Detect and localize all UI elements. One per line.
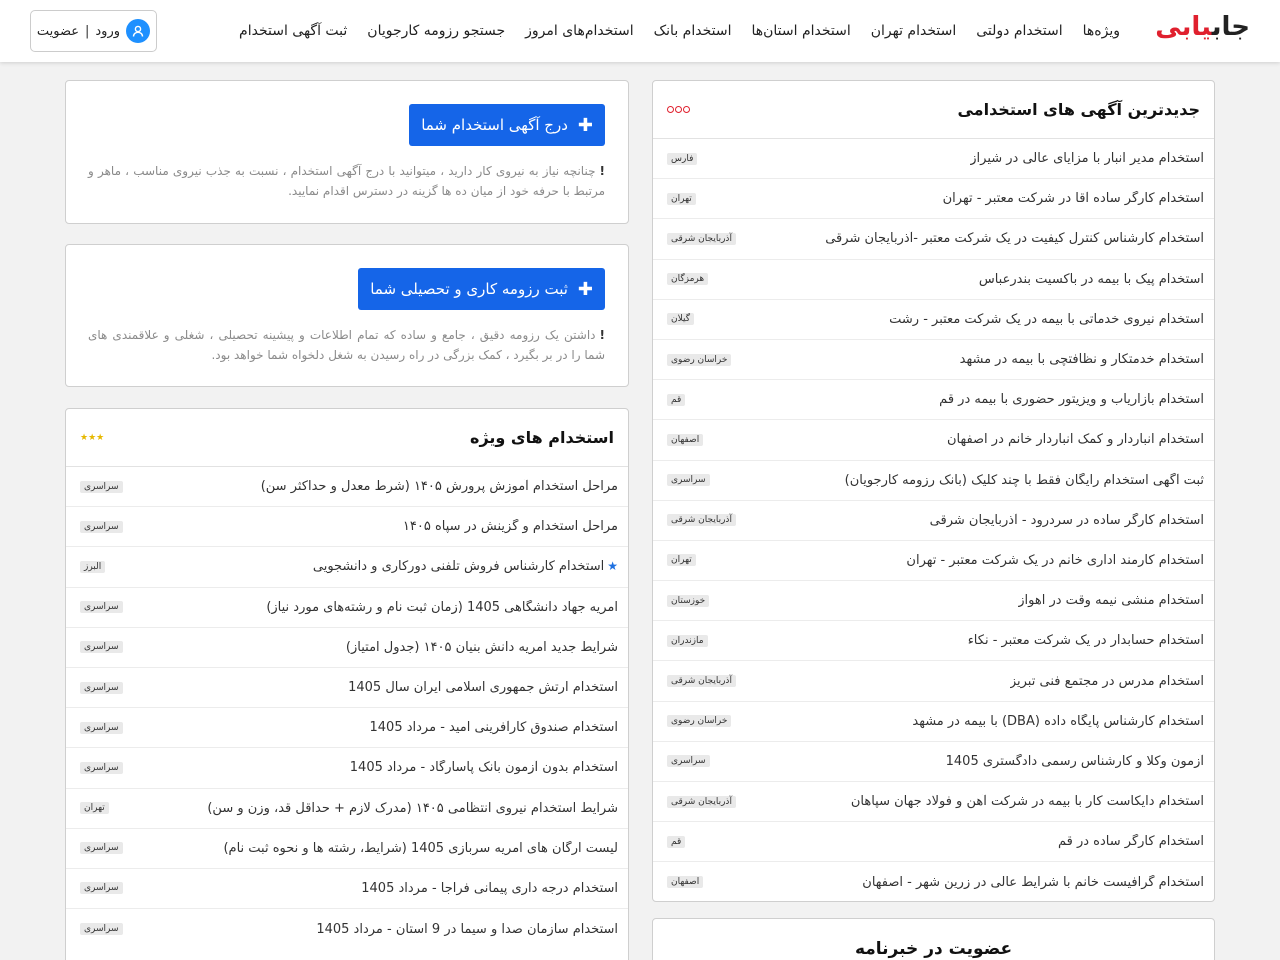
- job-row[interactable]: [653, 581, 1214, 621]
- nav-post-job-ad[interactable]: ثبت آگهی استخدام: [239, 23, 348, 39]
- job-title-link[interactable]: [261, 479, 618, 494]
- province-tag[interactable]: سراسری: [80, 842, 123, 854]
- job-title-link[interactable]: [1010, 674, 1204, 689]
- province-tag[interactable]: آذربایجان شرقی: [667, 233, 736, 245]
- featured-jobs-header: [66, 409, 628, 467]
- job-title-link[interactable]: [943, 191, 1204, 206]
- job-title-text: استخدام مدرس در مجتمع فنی تبریز: [1009, 673, 1204, 689]
- job-row[interactable]: [653, 340, 1214, 380]
- latest-jobs-title: جدیدترین آگهی های استخدامی: [957, 100, 1200, 119]
- nav-bank-jobs[interactable]: استخدام بانک: [653, 23, 732, 39]
- province-tag[interactable]: فارس: [667, 153, 697, 165]
- resume-description: [88, 325, 605, 365]
- nav-tehran-jobs[interactable]: استخدام تهران: [870, 23, 957, 39]
- province-tag[interactable]: تهران: [667, 554, 696, 566]
- job-title-link[interactable]: [223, 841, 618, 856]
- job-row[interactable]: [653, 219, 1214, 259]
- featured-jobs-list: [66, 467, 628, 949]
- resume-panel: [65, 244, 629, 387]
- job-title-link[interactable]: [930, 513, 1204, 528]
- job-title-text: استخدام سازمان صدا و سیما در 9 استان - مرداد 1405: [316, 921, 618, 937]
- job-row[interactable]: [653, 862, 1214, 902]
- latest-jobs-list: [653, 139, 1214, 903]
- province-tag[interactable]: سراسری: [80, 923, 123, 935]
- latest-jobs-panel: [652, 80, 1215, 902]
- province-tag[interactable]: خوزستان: [667, 595, 709, 607]
- resume-button-label: ثبت رزومه کاری و تحصیلی شما: [370, 280, 568, 298]
- job-title-link[interactable]: [1058, 834, 1204, 849]
- province-tag[interactable]: اصفهان: [667, 876, 703, 888]
- job-title-text: استخدام منشی نیمه وقت در اهواز: [1018, 593, 1204, 609]
- job-title-text: استخدام بازاریاب و ویزیتور حضوری با بیمه در قم: [939, 392, 1204, 408]
- province-tag[interactable]: آذربایجان شرقی: [667, 675, 736, 687]
- job-row[interactable]: [653, 661, 1214, 701]
- job-title-link[interactable]: [979, 272, 1204, 287]
- province-tag[interactable]: سراسری: [667, 474, 710, 486]
- nav-government-jobs[interactable]: استخدام دولتی: [976, 23, 1063, 39]
- exclamation-icon: !: [599, 164, 605, 178]
- job-title-link[interactable]: [851, 794, 1204, 809]
- province-tag[interactable]: سراسری: [80, 882, 123, 894]
- job-row[interactable]: [653, 782, 1214, 822]
- job-title-link[interactable]: [939, 392, 1204, 407]
- province-tag[interactable]: سراسری: [667, 755, 710, 767]
- job-title-link[interactable]: [912, 714, 1204, 729]
- job-row[interactable]: [66, 909, 628, 949]
- province-tag[interactable]: سراسری: [80, 762, 123, 774]
- job-title-text: استخدام درجه داری پیمانی فراجا - مرداد 1405: [361, 880, 618, 896]
- job-title-text: استخدام دایکاست کار با بیمه در شرکت آهن و فولاد جهان سپاهان: [850, 794, 1204, 810]
- job-row[interactable]: [653, 139, 1214, 179]
- job-title-text: استخدام ارتش جمهوری اسلامی ایران سال 1405: [348, 680, 618, 696]
- job-row[interactable]: [653, 179, 1214, 219]
- dots-icon: [667, 106, 691, 113]
- login-label[interactable]: ورود: [95, 23, 120, 39]
- exclamation-icon: !: [599, 328, 605, 342]
- job-title-text: استخدام نیروی خدماتی با بیمه در یک شرکت معتبر - رشت: [889, 311, 1204, 327]
- job-title-text: استخدام خدمتکار و نظافتچی با بیمه در مشهد: [959, 352, 1204, 368]
- job-title-text: استخدام کارمند اداری خانم در یک شرکت معتبر - تهران: [906, 552, 1204, 568]
- job-title-text: استخدام کارشناس پایگاه داده (DBA) با بیمه در مشهد: [912, 713, 1204, 729]
- province-tag[interactable]: گیلان: [667, 313, 694, 325]
- job-row[interactable]: [66, 547, 628, 587]
- job-title-text: استخدام حسابدار در یک شرکت معتبر - نکاء: [967, 633, 1204, 649]
- post-ad-button-label: درج آگهی استخدام شما: [421, 116, 568, 134]
- province-tag[interactable]: سراسری: [80, 682, 123, 694]
- job-title-link[interactable]: [968, 633, 1204, 648]
- job-title-link[interactable]: [266, 600, 618, 615]
- plus-icon: ✚: [577, 278, 593, 300]
- job-title-text: مراحل استخدام و گزینش در سپاه ۱۴۰۵: [402, 519, 618, 535]
- province-tag[interactable]: البرز: [80, 561, 105, 573]
- star-icon: ★: [607, 559, 618, 574]
- province-tag[interactable]: قم: [667, 836, 685, 848]
- job-row[interactable]: [66, 789, 628, 829]
- job-title-link[interactable]: [370, 720, 618, 735]
- auth-button[interactable]: [30, 10, 157, 52]
- job-title-link[interactable]: [862, 875, 1204, 890]
- job-row[interactable]: [653, 300, 1214, 340]
- user-icon: [126, 19, 150, 43]
- nav-featured[interactable]: ویژه‌ها: [1082, 23, 1120, 39]
- province-tag[interactable]: سراسری: [80, 601, 123, 613]
- job-row[interactable]: [66, 628, 628, 668]
- job-title-link[interactable]: [207, 801, 618, 816]
- job-row[interactable]: [653, 822, 1214, 862]
- job-title-text: استخدام صندوق کارآفرینی امید - مرداد 1405: [369, 720, 618, 736]
- stars-icon: ★ ★ ★: [80, 432, 105, 443]
- post-ad-panel: [65, 80, 629, 224]
- province-tag[interactable]: سراسری: [80, 641, 123, 653]
- job-title-text: شرایط استخدام نیروی انتظامی ۱۴۰۵ (مدرک لازم + حداقل قد، وزن و سن): [207, 800, 618, 816]
- job-title-text: استخدام کارشناس کنترل کیفیت در یک شرکت معتبر -آذربایجان شرقی: [825, 231, 1204, 247]
- job-row[interactable]: [66, 708, 628, 748]
- newsletter-panel: [652, 918, 1215, 960]
- job-title-text: امریه جهاد دانشگاهی 1405 (زمان ثبت نام و رشته‌های مورد نیاز): [266, 599, 618, 615]
- job-row[interactable]: [66, 467, 628, 507]
- job-row[interactable]: [66, 748, 628, 788]
- province-tag[interactable]: هرمزگان: [667, 273, 708, 285]
- province-tag[interactable]: تهران: [80, 802, 109, 814]
- job-title-text: استخدام کارگر ساده در قم: [1057, 834, 1204, 850]
- resume-button[interactable]: [358, 268, 605, 310]
- job-title-text: استخدام مدیر انبار با مزایای عالی در شیراز: [970, 151, 1204, 167]
- job-row[interactable]: [653, 420, 1214, 460]
- latest-jobs-header: [653, 81, 1214, 139]
- post-ad-button[interactable]: [409, 104, 605, 146]
- job-title-link[interactable]: [906, 553, 1204, 568]
- province-tag[interactable]: تهران: [667, 193, 696, 205]
- province-tag[interactable]: آذربایجان شرقی: [667, 514, 736, 526]
- job-title-text: استخدام کارگر ساده در سردرود - آذربایجان شرقی: [929, 512, 1204, 528]
- job-row[interactable]: [653, 461, 1214, 501]
- job-row[interactable]: [66, 668, 628, 708]
- province-tag[interactable]: خراسان رضوی: [667, 354, 731, 366]
- job-title-text: استخدام گرافیست خانم با شرایط عالی در زرین شهر - اصفهان: [862, 874, 1204, 890]
- auth-separator: |: [84, 23, 90, 39]
- nav-province-jobs[interactable]: استخدام استان‌ها: [751, 23, 851, 39]
- main-nav: [219, 0, 1120, 62]
- nav-search-resumes[interactable]: جستجو رزومه کارجویان: [367, 23, 506, 39]
- top-navbar: [0, 0, 1280, 62]
- job-title-link[interactable]: [316, 922, 618, 937]
- job-title-text: استخدام بدون آزمون بانک پاسارگاد - مرداد 1405: [349, 760, 618, 776]
- job-row[interactable]: [66, 829, 628, 869]
- job-title-link[interactable]: [947, 432, 1204, 447]
- job-row[interactable]: [653, 380, 1214, 420]
- job-row[interactable]: [66, 588, 628, 628]
- province-tag[interactable]: مازندران: [667, 635, 708, 647]
- job-row[interactable]: [66, 869, 628, 909]
- job-title-text: ثبت آگهی استخدام رایگان فقط با چند کلیک (بانک رزومه کارجویان): [844, 472, 1204, 488]
- job-title-link[interactable]: [313, 559, 618, 574]
- province-tag[interactable]: آذربایجان شرقی: [667, 796, 736, 808]
- province-tag[interactable]: سراسری: [80, 521, 123, 533]
- job-row[interactable]: [653, 541, 1214, 581]
- job-title-link[interactable]: [946, 754, 1204, 769]
- province-tag[interactable]: اصفهان: [667, 434, 703, 446]
- job-title-link[interactable]: [346, 640, 618, 655]
- job-title-link[interactable]: [889, 312, 1204, 327]
- featured-jobs-panel: [65, 408, 629, 960]
- job-title-text: استخدام کارشناس فروش تلفنی دورکاری و دانشجویی: [312, 559, 605, 575]
- job-title-text: آزمون وکلا و کارشناس رسمی دادگستری 1405: [945, 753, 1204, 769]
- post-ad-description-text: چنانچه نیاز به نیروی کار دارید ، میتوانید با درج آگهی استخدام ، نسبت به جذب نیروی مناسب ، ماهر و مرتبط با حرفه خود از میان ده ها گزینه در دسترس اقدام نمایید.: [88, 164, 605, 198]
- job-title-text: مراحل استخدام آموزش پرورش ۱۴۰۵ (شرط معدل و حداکثر سن): [260, 479, 618, 495]
- province-tag[interactable]: خراسان رضوی: [667, 715, 731, 727]
- province-tag[interactable]: سراسری: [80, 722, 123, 734]
- job-title-link[interactable]: [845, 473, 1204, 488]
- job-title-link[interactable]: [1018, 593, 1204, 608]
- site-logo[interactable]: جابیابی: [1155, 12, 1250, 42]
- job-title-link[interactable]: [960, 352, 1204, 367]
- resume-description-text: داشتن یک رزومه دقیق ، جامع و ساده که تمام اطلاعات و پیشینه تحصیلی ، شغلی و علاقمندی های شما را در بر بگیرد ، کمک بزرگی در راه رسیدن به شغل دلخواه شما خواهد بود.: [88, 328, 605, 362]
- job-row[interactable]: [653, 742, 1214, 782]
- job-row[interactable]: [653, 260, 1214, 300]
- job-title-text: شرایط جدید امریه دانش بنیان ۱۴۰۵ (جدول امتیاز): [345, 639, 618, 655]
- newsletter-title: عضویت در خبرنامه: [854, 939, 1013, 959]
- job-title-link[interactable]: [361, 881, 618, 896]
- job-title-link[interactable]: [403, 519, 618, 534]
- job-title-link[interactable]: [970, 151, 1204, 166]
- job-title-text: لیست ارگان های امریه سربازی 1405 (شرایط، رشته ها و نحوه ثبت نام): [223, 840, 618, 856]
- job-row[interactable]: [66, 507, 628, 547]
- province-tag[interactable]: قم: [667, 394, 685, 406]
- job-title-text: استخدام پیک با بیمه در باکسیت بندرعباس: [978, 271, 1204, 287]
- post-ad-description: [88, 161, 605, 201]
- job-title-text: استخدام کارگر ساده آقا در شرکت معتبر - تهران: [942, 191, 1204, 207]
- job-row[interactable]: [653, 702, 1214, 742]
- nav-today-jobs[interactable]: استخدام‌های امروز: [525, 23, 634, 39]
- province-tag[interactable]: سراسری: [80, 481, 123, 493]
- job-row[interactable]: [653, 621, 1214, 661]
- job-row[interactable]: [653, 501, 1214, 541]
- job-title-link[interactable]: [825, 231, 1204, 246]
- job-title-link[interactable]: [350, 760, 618, 775]
- register-label[interactable]: عضویت: [36, 23, 79, 39]
- job-title-text: استخدام انباردار و کمک انباردار خانم در اصفهان: [946, 432, 1204, 448]
- plus-icon: ✚: [577, 114, 593, 136]
- job-title-link[interactable]: [348, 680, 618, 695]
- featured-jobs-title: استخدام های ویژه: [470, 428, 614, 447]
